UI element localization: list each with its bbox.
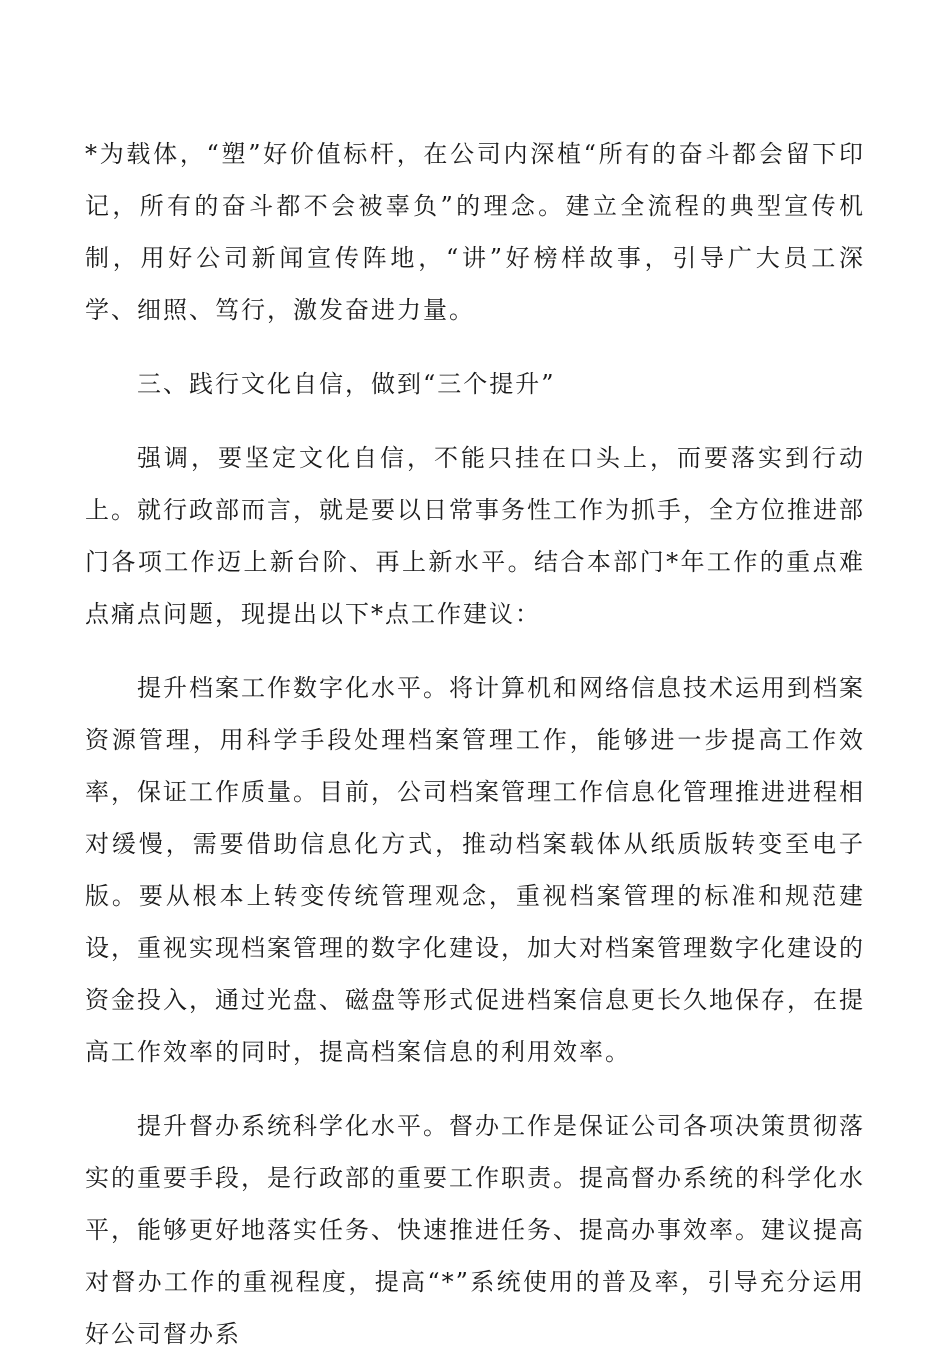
document-body [85,128,865,1360]
paragraph-gap [85,336,865,358]
section-heading: 三、践行文化自信，做到“三个提升” [137,370,556,398]
paragraph-culture-confidence: 强调，要坚定文化自信，不能只挂在口头上，而要落实到行动上。就行政部而言，就是要以日常事务性工作为抓手，全方位推进部门各项工作迈上新台阶、再上新水平。结合本部门*年工作的重点难点痛点问题，现提出以下*点工作建议： [85,444,865,628]
paragraph-archive-digitization: 提升档案工作数字化水平。将计算机和网络信息技术运用到档案资源管理，用科学手段处理档案管理工作，能够进一步提高工作效率，保证工作质量。目前，公司档案管理工作信息化管理推进进程相对缓慢，需要借助信息化方式，推动档案载体从纸质版转变至电子版。要从根本上转变传统管理观念，重视档案管理的标准和规范建设，重视实现档案管理的数字化建设，加大对档案管理数字化建设的资金投入，通过光盘、磁盘等形式促进档案信息更长久地保存，在提高工作效率的同时，提高档案信息的利用效率。 [85,674,865,1066]
paragraph-gap [85,410,865,432]
paragraph-gap [85,1078,865,1100]
paragraph-continuation: *为载体，“塑”好价值标杆，在公司内深植“所有的奋斗都会留下印记，所有的奋斗都不会被辜负”的理念。建立全流程的典型宣传机制，用好公司新闻宣传阵地，“讲”好榜样故事，引导广大员工深学、细照、笃行，激发奋进力量。 [85,140,865,324]
paragraph-supervision-system: 提升督办系统科学化水平。督办工作是保证公司各项决策贯彻落实的重要手段，是行政部的重要工作职责。提高督办系统的科学化水平，能够更好地落实任务、快速推进任务、提高办事效率。建议提高对督办工作的重视程度，提高“*”系统使用的普及率，引导充分运用好公司督办系 [85,1112,865,1348]
paragraph-gap [85,640,865,662]
